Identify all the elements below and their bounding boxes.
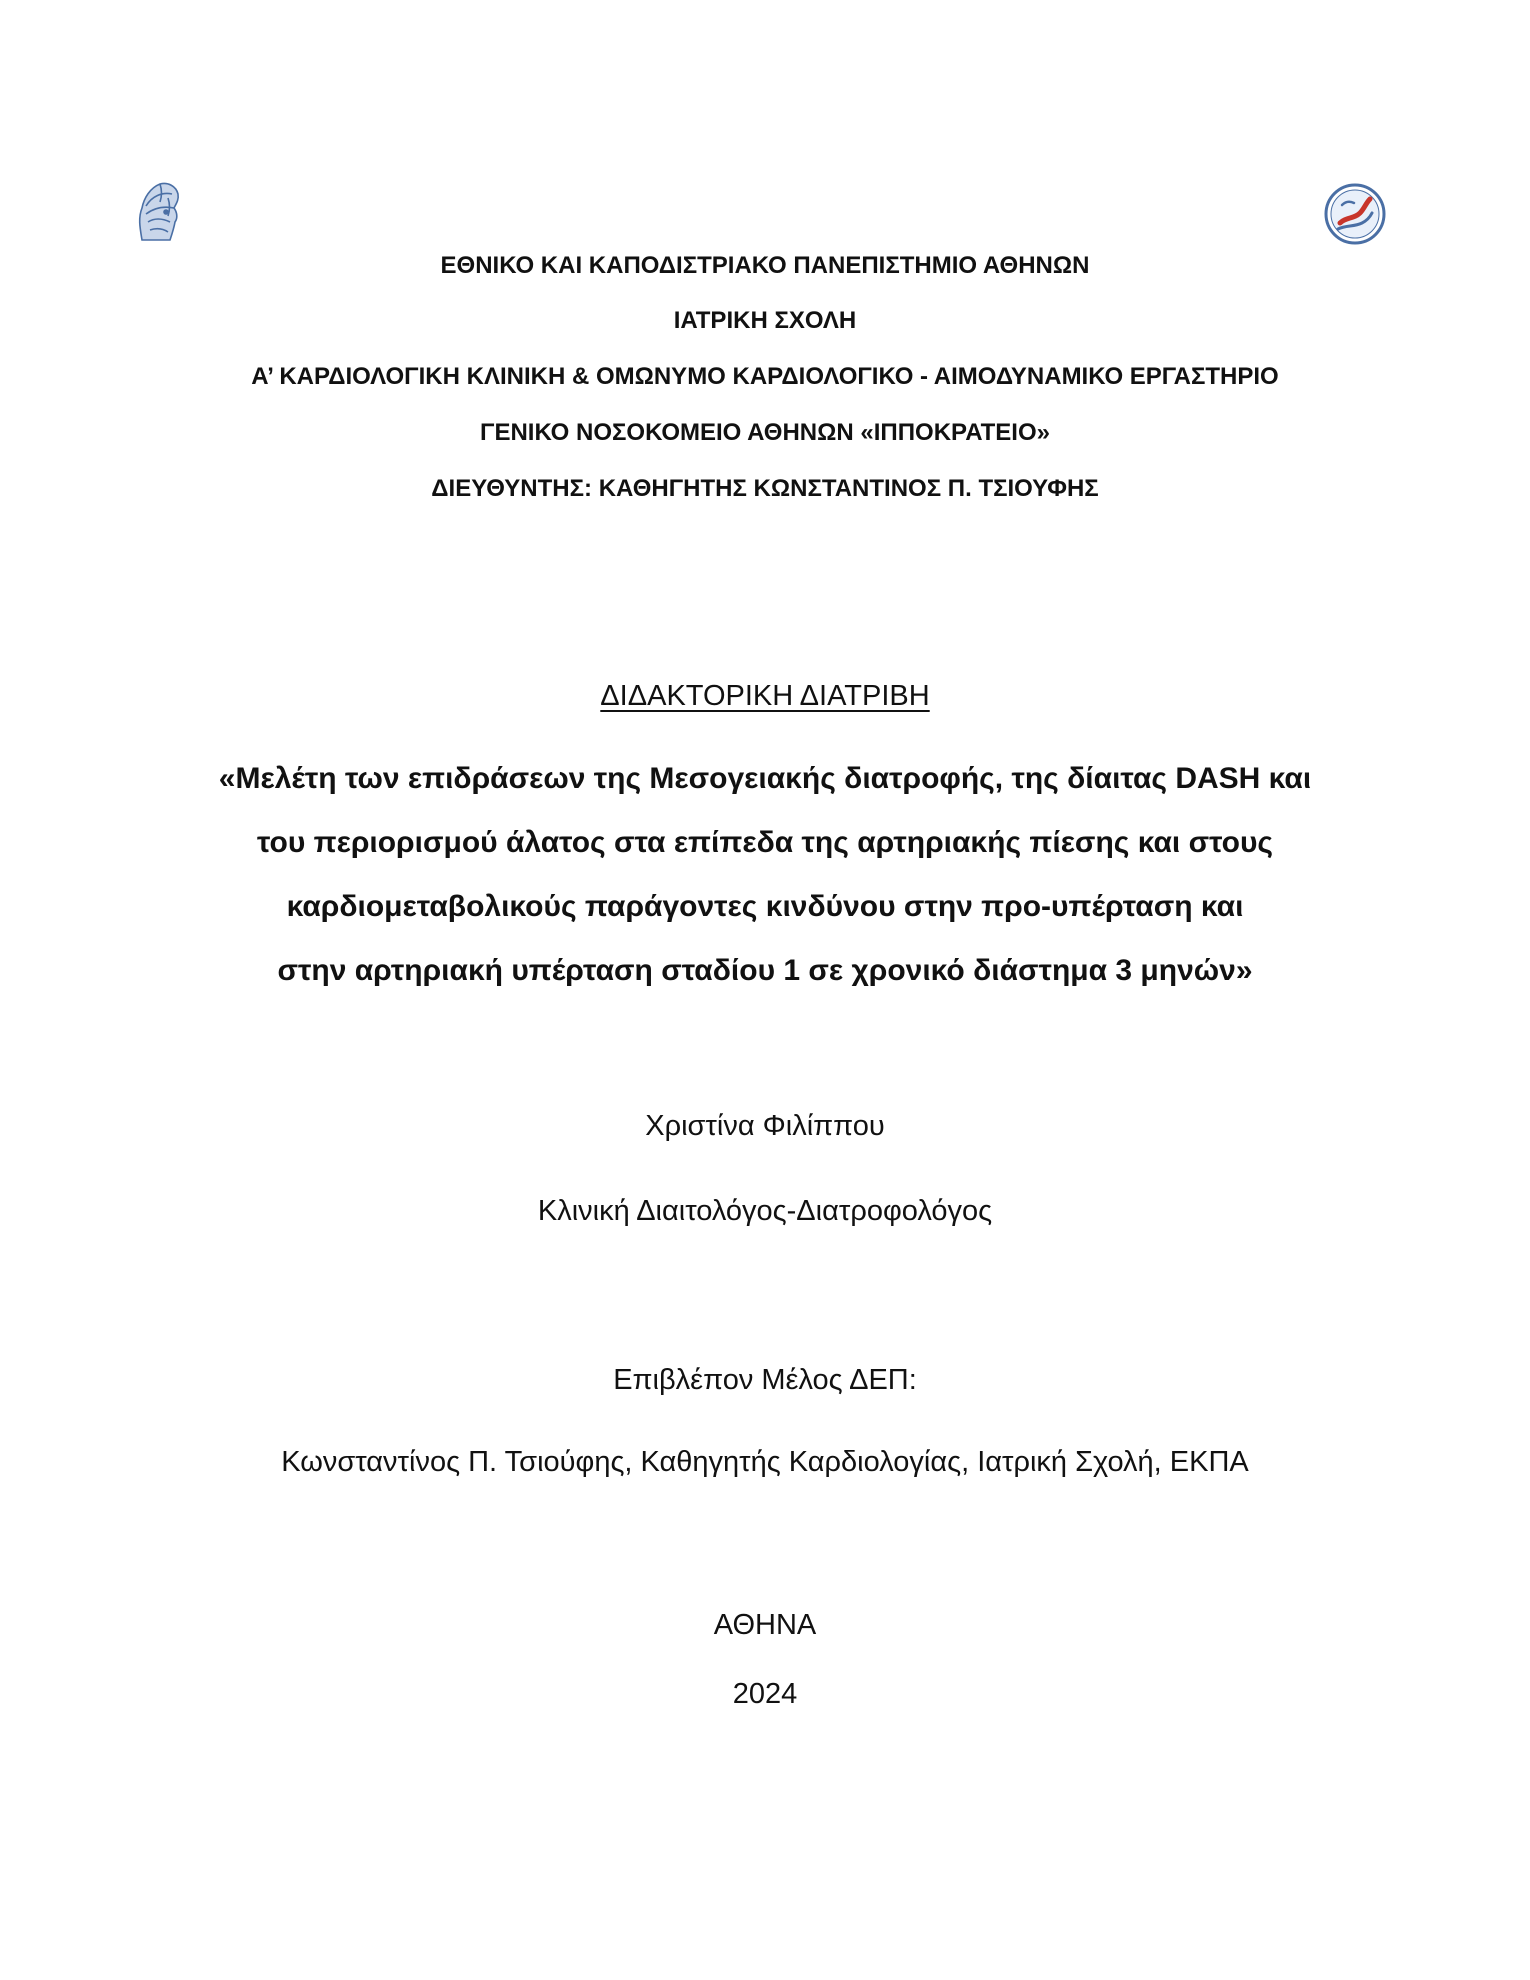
university-emblem-icon: [134, 178, 182, 246]
supervisor-label: Επιβλέπον Μέλος ΔΕΠ:: [613, 1364, 917, 1396]
thesis-title-line: καρδιομεταβολικούς παράγοντες κινδύνου στην προ-υπέρταση και: [286, 890, 1244, 923]
document-type: ΔΙΔΑΚΤΟΡΙΚΗ ΔΙΑΤΡΙΒΗ: [600, 680, 930, 712]
clinic-name: Α’ ΚΑΡΔΙΟΛΟΓΙΚΗ ΚΛΙΝΙΚΗ & ΟΜΩΝΥΜΟ ΚΑΡΔΙΟΛΟΓΙΚΟ - ΑΙΜΟΔΥΝΑΜΙΚΟ ΕΡΓΑΣΤΗΡΙΟ: [251, 363, 1279, 390]
thesis-title-line: στην αρτηριακή υπέρταση σταδίου 1 σε χρονικό διάστημα 3 μηνών»: [277, 954, 1253, 987]
school-name: ΙΑΤΡΙΚΗ ΣΧΟΛΗ: [673, 307, 857, 334]
university-name: ΕΘΝΙΚΟ ΚΑΙ ΚΑΠΟΔΙΣΤΡΙΑΚΟ ΠΑΝΕΠΙΣΤΗΜΙΟ ΑΘΗΝΩΝ: [440, 252, 1090, 279]
author-role: Κλινική Διαιτολόγος-Διατροφολόγος: [537, 1195, 993, 1227]
hospital-emblem-icon: [1324, 183, 1386, 245]
supervisor-details: Κωνσταντίνος Π. Τσιούφης, Καθηγητής Καρδιολογίας, Ιατρική Σχολή, ΕΚΠΑ: [281, 1446, 1249, 1478]
author-name: Χριστίνα Φιλίππου: [645, 1110, 885, 1142]
year: 2024: [732, 1678, 798, 1710]
thesis-title-line: του περιορισμού άλατος στα επίπεδα της αρτηριακής πίεσης και στους: [256, 826, 1274, 859]
director-line: ΔΙΕΥΘΥΝΤΗΣ: ΚΑΘΗΓΗΤΗΣ ΚΩΝΣΤΑΝΤΙΝΟΣ Π. ΤΣΙΟΥΦΗΣ: [431, 475, 1099, 502]
thesis-title-line: «Μελέτη των επιδράσεων της Μεσογειακής διατροφής, της δίαιτας DASH και: [218, 762, 1312, 795]
place: ΑΘΗΝΑ: [713, 1609, 817, 1641]
hospital-name: ΓΕΝΙΚΟ ΝΟΣΟΚΟΜΕΙΟ ΑΘΗΝΩΝ «ΙΠΠΟΚΡΑΤΕΙΟ»: [480, 419, 1050, 446]
